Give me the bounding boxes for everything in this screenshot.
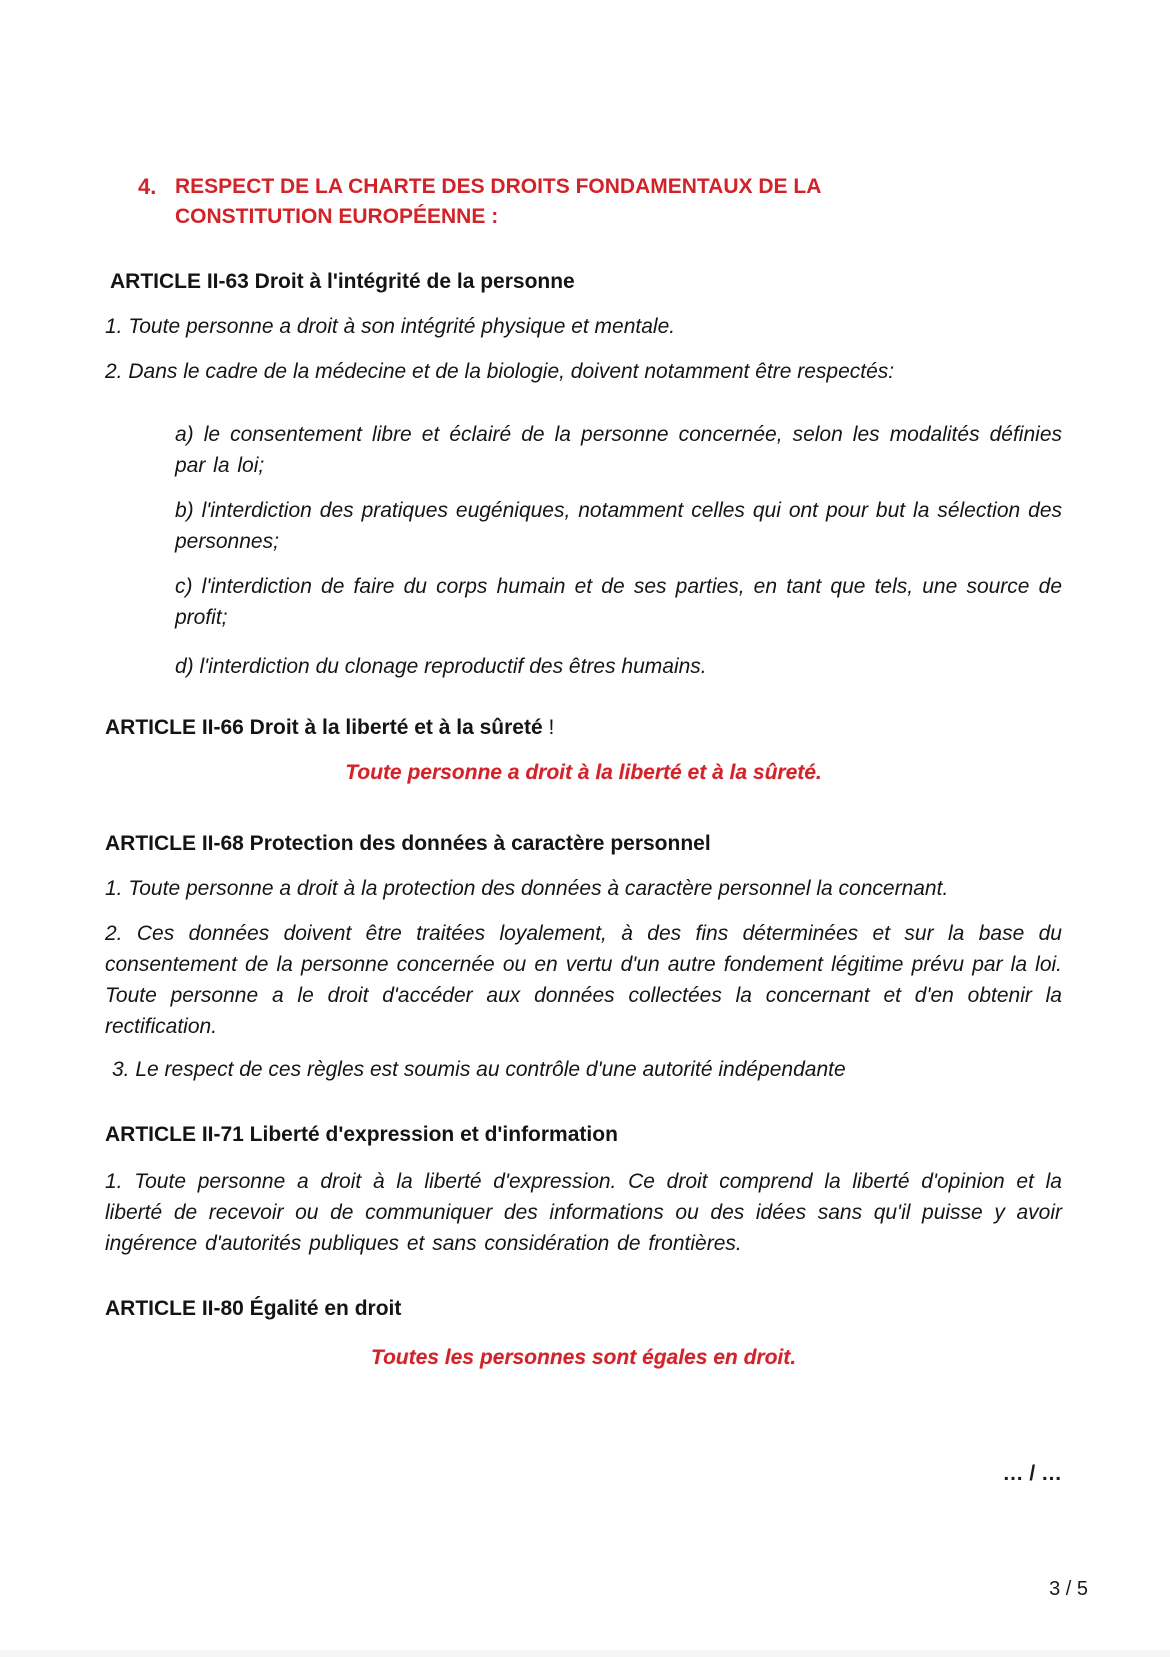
article-63-paragraph-2: 2. Dans le cadre de la médecine et de la biologie, doivent notamment être respectés: xyxy=(105,360,895,383)
article-66-quote: Toute personne a droit à la liberté et à la sûreté. xyxy=(345,761,822,784)
article-63-paragraph-1: 1. Toute personne a droit à son intégrité physique et mentale. xyxy=(105,315,676,338)
article-80-title: ARTICLE II-80 Égalité en droit xyxy=(105,1297,402,1320)
page-bottom-edge xyxy=(0,1650,1170,1657)
article-71-title: ARTICLE II-71 Liberté d'expression et d'information xyxy=(105,1123,618,1146)
article-68-paragraph-1: 1. Toute personne a droit à la protection des données à caractère personnel la concernant. xyxy=(105,877,949,900)
article-68-paragraph-3: 3. Le respect de ces règles est soumis au contrôle d'une autorité indépendante xyxy=(112,1058,846,1081)
heading-number: 4. xyxy=(138,174,157,199)
article-80-quote: Toutes les personnes sont égales en droit. xyxy=(370,1346,797,1369)
heading-text: RESPECT DE LA CHARTE DES DROITS FONDAMENTAUX DE LA CONSTITUTION EUROPÉENNE : xyxy=(175,175,821,228)
page-number: 3 / 5 xyxy=(1049,1578,1088,1600)
article-63-item-d: d) l'interdiction du clonage reproductif des êtres humains. xyxy=(175,655,707,678)
article-63-item-a: a) le consentement libre et éclairé de la personne concernée, selon les modalités définies par la loi; xyxy=(175,423,1062,477)
article-68-title: ARTICLE II-68 Protection des données à caractère personnel xyxy=(105,832,711,855)
article-63-item-c: c) l'interdiction de faire du corps humain et de ses parties, en tant que tels, une source de profit; xyxy=(175,575,1062,629)
article-71-paragraph-1: 1. Toute personne a droit à la liberté d'expression. Ce droit comprend la liberté d'opinion et la liberté de recevoir ou de communiquer des informations ou des idées sans qu'il puisse y avoir ingérence d'autorités publiques et sans considération de frontières. xyxy=(105,1170,1062,1255)
article-66-title xyxy=(105,712,1062,743)
article-66-title-text: ARTICLE II-66 Droit à la liberté et à la sûreté xyxy=(105,716,543,739)
article-68-paragraph-2: 2. Ces données doivent être traitées loyalement, à des fins déterminées et sur la base du consentement de la personne concernée ou en vertu d'un autre fondement légitime prévu par la loi. Toute personne a le droit d'accéder aux données collectées la concernant et d'en obtenir la rectification. xyxy=(105,922,1062,1038)
article-63-title: ARTICLE II-63 Droit à l'intégrité de la personne xyxy=(110,270,575,293)
main-heading xyxy=(105,172,1062,232)
article-63-item-b: b) l'interdiction des pratiques eugéniques, notamment celles qui ont pour but la sélection des personnes; xyxy=(175,499,1062,553)
continuation-mark: … / … xyxy=(1002,1462,1062,1485)
article-66-title-suffix: ! xyxy=(542,716,555,739)
